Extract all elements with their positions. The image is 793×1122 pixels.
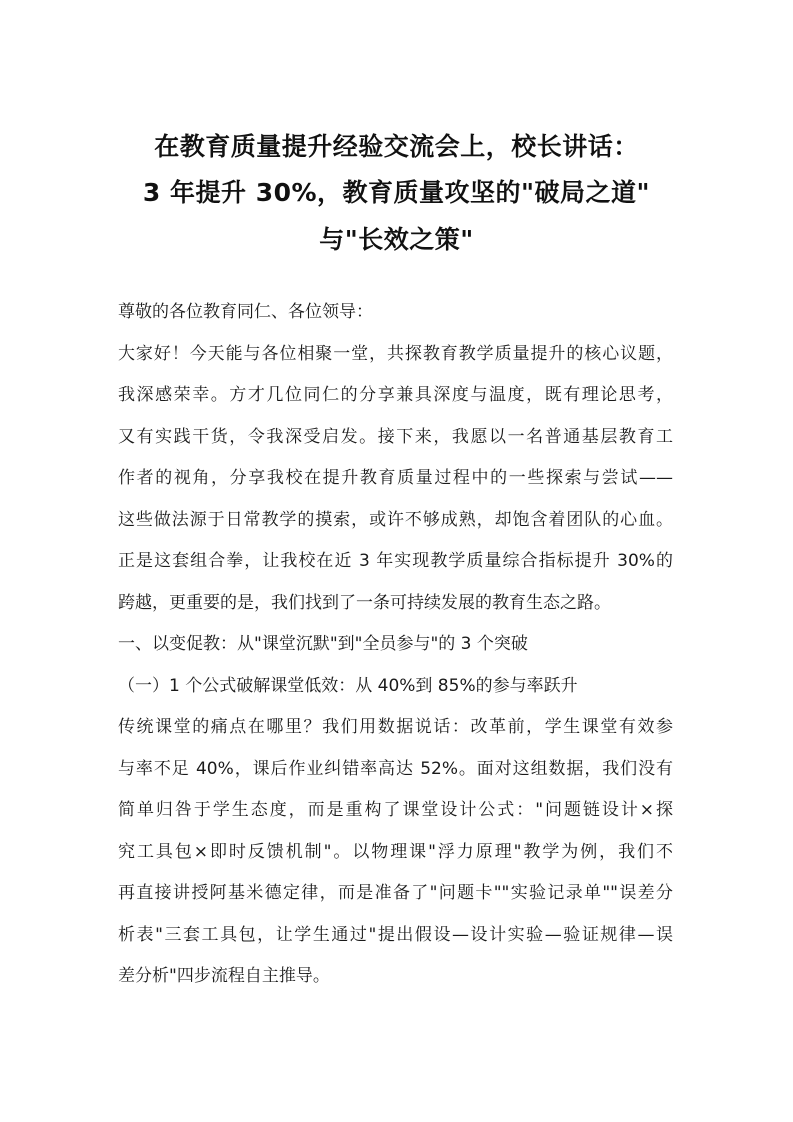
text-line: 再直接讲授阿基米德定律，而是准备了"问题卡""实验记录单""误差分 bbox=[118, 883, 673, 903]
text-line: （一）1 个公式破解课堂低效：从 40%到 85%的参与率跃升 bbox=[118, 675, 578, 696]
title-line-1: 在教育质量提升经验交流会上，校长讲话： bbox=[154, 132, 639, 161]
text-line: 作者的视角，分享我校在提升教育质量过程中的一些探索与尝试—— bbox=[118, 468, 673, 488]
text-line: 与率不足 40%，课后作业纠错率高达 52%。面对这组数据，我们没有 bbox=[118, 758, 673, 779]
text-line: 跨越，更重要的是，我们找到了一条可持续发展的教育生态之路。 bbox=[118, 592, 611, 613]
text-line: 一、以变促教：从"课堂沉默"到"全员参与"的 3 个突破 bbox=[118, 634, 528, 654]
text-line: 我深感荣幸。方才几位同仁的分享兼具深度与温度，既有理论思考， bbox=[118, 385, 673, 405]
text-line: 究工具包×即时反馈机制"。以物理课"浮力原理"教学为例，我们不 bbox=[118, 841, 673, 862]
title-line-3: 与"长效之策" bbox=[319, 225, 474, 254]
text-line: 正是这套组合拳，让我校在近 3 年实现教学质量综合指标提升 30%的 bbox=[118, 551, 673, 571]
text-line: 析表"三套工具包，让学生通过"提出假设—设计实验—验证规律—误 bbox=[118, 924, 673, 945]
text-line: 传统课堂的痛点在哪里？我们用数据说话：改革前，学生课堂有效参 bbox=[118, 717, 673, 737]
document-body bbox=[118, 292, 673, 998]
text-line: 又有实践干货，令我深受启发。接下来，我愿以一名普通基层教育工 bbox=[118, 426, 673, 447]
text-line: 这些做法源于日常教学的摸索，或许不够成熟，却饱含着团队的心血。 bbox=[118, 509, 673, 530]
text-line: 简单归咎于学生态度，而是重构了课堂设计公式："问题链设计×探 bbox=[118, 800, 673, 820]
text-line: 尊敬的各位教育同仁、各位领导： bbox=[118, 302, 373, 322]
text-line: 大家好！今天能与各位相聚一堂，共探教育教学质量提升的核心议题， bbox=[118, 343, 673, 364]
text-line: 差分析"四步流程自主推导。 bbox=[118, 966, 330, 986]
title-line-2: 3 年提升 30%，教育质量攻坚的"破局之道" bbox=[142, 178, 651, 207]
